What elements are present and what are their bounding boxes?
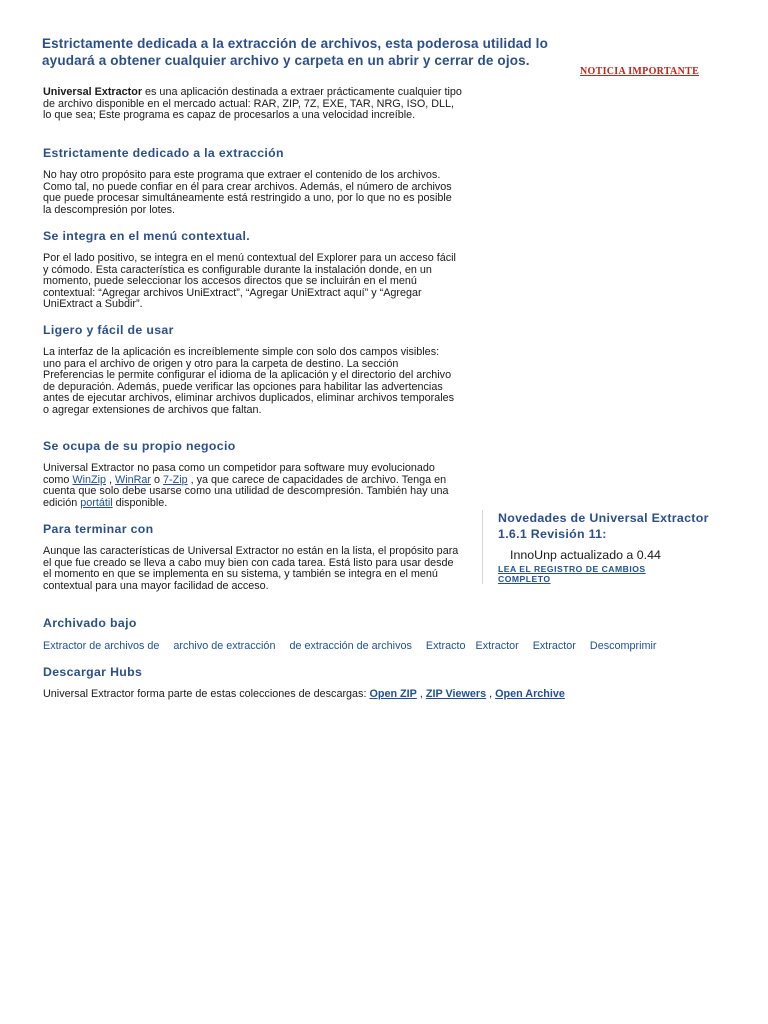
open-zip-link[interactable]: Open ZIP — [369, 688, 417, 700]
intro-paragraph — [43, 87, 463, 122]
notice-link[interactable]: NOTICIA IMPORTANTE — [580, 66, 700, 77]
tag-link[interactable]: Extractor — [532, 640, 576, 652]
section-body-extraction: No hay otro propósito para este programa que extraer el contenido de los archivos. Como tal, no puede confiar en él para crear archivos. Además, el número de archivos que puede procesar simultáneamente está restringido a uno, por lo que no es posible la descompresión por lotes. — [43, 169, 452, 216]
section-heading-own-business: Se ocupa de su propio negocio — [43, 439, 236, 453]
tag-link[interactable]: Extractor de archivos de — [43, 640, 160, 652]
body-text: , ya que carece de capacidades de archivo. Tenga en cuenta que solo debe usarse como una utilidad de descompresión. También hay una edición — [43, 473, 449, 509]
intro-text: es una aplicación destinada a extraer prácticamente cualquier tipo de archivo disponible en el mercado actual: RAR, ZIP, 7Z, EXE, TAR, NRG, ISO, DLL, lo que sea; Este programa es capaz de procesarlos a una velocidad increíble. — [43, 86, 462, 122]
section-heading-conclusion: Para terminar con — [43, 522, 154, 536]
hubs-paragraph — [43, 689, 743, 701]
winrar-link[interactable]: WinRar — [115, 473, 151, 486]
section-body-context-menu: Por el lado positivo, se integra en el menú contextual del Explorer para un acceso fácil y cómodo. Esta característica es configurable durante la instalación donde, en un momento, puede seleccionar los accesos directos que se incluirán en el menú contextual: “Agregar archivos UniExtract”, “Agregar UniExtract aquí” y “Agregar UniExtract a Subdir”. — [43, 252, 456, 311]
tag-link[interactable]: Descomprimir — [589, 640, 657, 652]
tag-link[interactable]: archivo de extracción — [173, 640, 276, 652]
body-text: , — [106, 473, 115, 486]
section-body-lightweight: La interfaz de la aplicación es increíblemente simple con solo dos campos visibles: uno para el archivo de origen y otro para la carpeta de destino. La sección Preferencias le permite configurar el idioma de la aplicación y el directorio del archivo de depuración. Además, puede verificar las opciones para habilitar las advertencias antes de ejecutar archivos, eliminar archivos duplicados, eliminar archivos temporales o agregar extensiones de archivos que faltan. — [43, 346, 455, 416]
changelog-box — [482, 510, 728, 584]
tag-link[interactable]: Extracto — [425, 640, 466, 652]
tag-link[interactable]: de extracción de archivos — [289, 640, 412, 652]
hubs-text: Universal Extractor forma parte de estas colecciones de descargas: — [43, 688, 370, 700]
changelog-item: InnoUnp actualizado a 0.44 — [510, 548, 661, 562]
section-heading-extraction: Estrictamente dedicado a la extracción — [43, 146, 284, 160]
zip-viewers-link[interactable]: ZIP Viewers — [425, 688, 487, 700]
section-body-conclusion: Aunque las características de Universal Extractor no están en la lista, el propósito para el que fue creado se lleva a cabo muy bien con cada tarea. Está listo para usar desde el momento en que se implementa en su sistema, y también se integra en el menú contextual para una mayor facilidad de acceso. — [43, 545, 459, 592]
body-text: o — [151, 473, 164, 486]
changelog-title: Novedades de Universal Extractor 1.6.1 Revisión 11: — [498, 511, 709, 541]
intro-lead: Universal Extractor — [43, 86, 143, 98]
body-text: disponible. — [112, 496, 168, 509]
portable-link[interactable]: portátil — [80, 496, 113, 509]
hubs-heading: Descargar Hubs — [43, 665, 143, 679]
open-archive-link[interactable]: Open Archive — [495, 688, 565, 700]
page-title: Estrictamente dedicada a la extracción de archivos, esta poderosa utilidad lo ayudará a obtener cualquier archivo y carpeta en un abrir y cerrar de ojos. — [42, 36, 548, 68]
archived-heading: Archivado bajo — [43, 616, 137, 630]
section-heading-context-menu: Se integra en el menú contextual. — [43, 229, 250, 243]
winzip-link[interactable]: WinZip — [72, 473, 106, 486]
7zip-link[interactable]: 7-Zip — [163, 473, 188, 486]
tag-list — [43, 640, 733, 652]
hubs-separator: , — [416, 688, 426, 700]
full-changelog-link[interactable]: LEA EL REGISTRO DE CAMBIOS COMPLETO — [498, 564, 646, 584]
section-body-own-business — [43, 463, 457, 509]
body-text: Universal Extractor no pasa como un competidor para software muy evolucionado como — [43, 462, 435, 486]
hubs-separator: , — [486, 688, 496, 700]
tag-link[interactable]: Extractor — [475, 640, 519, 652]
section-heading-lightweight: Ligero y fácil de usar — [43, 323, 174, 337]
